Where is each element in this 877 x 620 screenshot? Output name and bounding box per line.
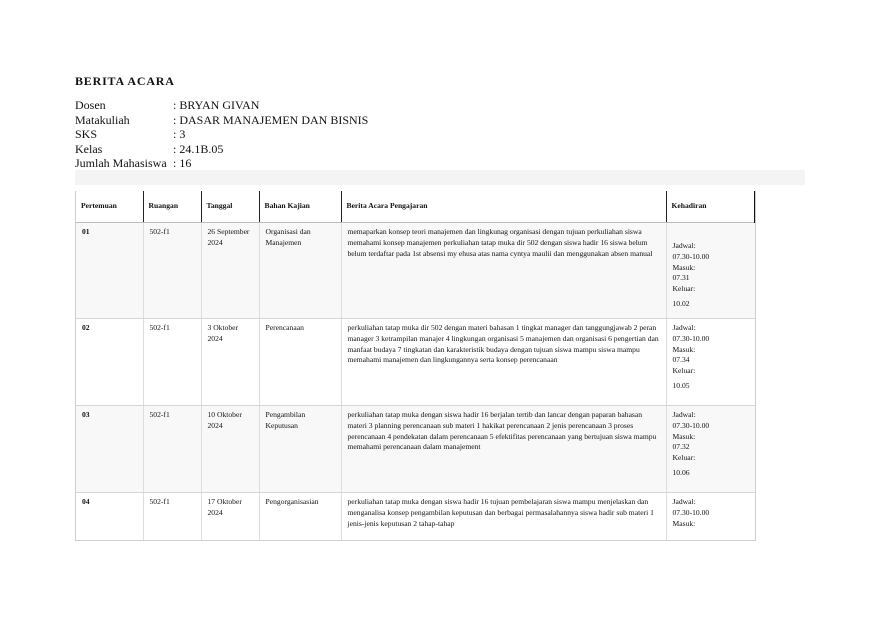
meta-row-kelas [75, 142, 368, 157]
jadwal-value: 07.30-10.00 [672, 507, 710, 517]
keluar-label: Keluar: [672, 284, 696, 294]
meta-value: : DASAR MANAJEMEN DAN BISNIS [173, 112, 369, 127]
meta-row-sks [75, 127, 368, 142]
cell-kehadiran [666, 223, 755, 319]
cell-tanggal: 17 Oktober 2024 [201, 493, 259, 542]
cell-pertemuan: 02 [76, 319, 143, 406]
jadwal-label: Jadwal: [672, 241, 696, 250]
cell-bahan-kajian: Pengorganisasian [259, 493, 341, 542]
cell-berita-acara: memaparkan konsep teori manajemen dan lingkunag organisasi dengan tujuan perkuliahan siswa memahami konsep manajemen perkuliahan tatap muka dir 502 dengan siswa hadir 16 siswa belum belum terdaftar pada 1st absensi my ehusa atas nama cyntya maulii dan menggunakan absen manual [341, 223, 666, 319]
masuk-label: Masuk: [672, 344, 696, 354]
header-tanggal: Tanggal [201, 191, 259, 223]
masuk-label: Masuk: [672, 262, 696, 272]
cell-ruangan: 502-f1 [143, 493, 201, 542]
attendance-table [76, 191, 756, 541]
cell-kehadiran [666, 406, 755, 493]
masuk-value: 07.34 [672, 355, 690, 365]
cell-ruangan: 502-f1 [143, 406, 201, 493]
jadwal-label: Jadwal: [672, 497, 696, 506]
meta-row-dosen [75, 98, 368, 113]
meta-key: Jumlah Mahasiswa [75, 156, 167, 171]
masuk-label: Masuk: [672, 431, 696, 441]
masuk-label: Masuk: [672, 518, 696, 528]
header-pertemuan: Pertemuan [76, 191, 143, 223]
cell-tanggal: 3 Oktober 2024 [201, 319, 259, 406]
header-kehadiran: Kehadiran [666, 191, 755, 223]
meta-key: Kelas [75, 141, 103, 156]
jadwal-value: 07.30-10.00 [672, 333, 710, 343]
meta-value: : BRYAN GIVAN [173, 98, 260, 112]
header-ruangan: Ruangan [143, 191, 201, 223]
table-row [76, 223, 755, 319]
jadwal-value: 07.30-10.00 [672, 420, 710, 430]
masuk-value: 07.32 [672, 442, 690, 452]
table-header-row [76, 191, 755, 223]
document-title: BERITA ACARA [75, 74, 175, 88]
meta-key: Dosen [75, 98, 106, 112]
cell-bahan-kajian: Pengambilan Keputusan [259, 406, 341, 493]
jadwal-value: 07.30-10.00 [672, 251, 710, 261]
meta-row-jumlah-mahasiswa [75, 156, 368, 171]
meta-key: SKS [75, 127, 98, 142]
header-separator-band [75, 170, 805, 185]
cell-pertemuan: 03 [76, 406, 143, 493]
cell-kehadiran [666, 319, 755, 406]
meta-block [75, 98, 368, 171]
meta-value: : 24.1B.05 [173, 141, 224, 156]
meta-value: : 16 [173, 156, 192, 171]
cell-berita-acara: perkuliahan tatap muka dir 502 dengan materi bahasan 1 tingkat manager dan tanggungjawab 2 peran manager 3 ketrampilan manajer 4 lingkungan organisasi 5 manajemen dan organisasi 6 pengertian dan manfaat budaya 7 tingkatan dan karakteristik budaya dengan tujuan siswa mampu siswa mampu memahami manajemen dan lingkungannya serta konsep perencanaan [341, 319, 666, 406]
keluar-value: 10.06 [672, 467, 690, 477]
keluar-value: 10.02 [672, 298, 690, 308]
keluar-value: 10.05 [672, 380, 690, 390]
cell-pertemuan: 04 [76, 493, 143, 542]
keluar-label: Keluar: [672, 366, 696, 376]
cell-tanggal: 26 September 2024 [201, 223, 259, 319]
cell-tanggal: 10 Oktober 2024 [201, 406, 259, 493]
meta-key: Matakuliah [75, 112, 130, 127]
cell-berita-acara: perkuliahan tatap muka dengan siswa hadir 16 berjalan tertib dan lancar dengan paparan bahasan materi 3 planning perencanaan sub materi 1 hakikat perencanaan 2 jenis perencanaan 3 proses perencanaan 4 pendekatan dalam perencanaan 5 efektifitas perencanaan yang bertujuan siswa mampu memahami perencanaan dalam manajement [341, 406, 666, 493]
masuk-value: 07.31 [672, 273, 690, 283]
table-row [76, 319, 755, 406]
cell-kehadiran [666, 493, 755, 542]
jadwal-label: Jadwal: [672, 410, 696, 419]
cell-ruangan: 502-f1 [143, 319, 201, 406]
cell-pertemuan: 01 [76, 223, 143, 319]
jadwal-label: Jadwal: [672, 323, 696, 332]
header-bahan-kajian: Bahan Kajian [259, 191, 341, 223]
table-row [76, 406, 755, 493]
keluar-label: Keluar: [672, 453, 696, 463]
header-berita-acara: Berita Acara Pengajaran [341, 191, 666, 223]
meta-row-matakuliah [75, 113, 368, 128]
cell-berita-acara: perkuliahan tatap muka dengan siswa hadir 16 tujuan pembelajaran siswa mampu menjelaskan dan menganalisa konsep pengambilan keputusan dan berbagai permasalahannya siswa hadir sub materi 1 jenis-jenis keputusan 2 tahap-tahap [341, 493, 666, 542]
cell-bahan-kajian: Perencanaan [259, 319, 341, 406]
cell-bahan-kajian: Organisasi dan Manajemen [259, 223, 341, 319]
meta-value: : 3 [173, 127, 186, 142]
table-row [76, 493, 755, 542]
cell-ruangan: 502-f1 [143, 223, 201, 319]
attendance-table-container [75, 191, 756, 541]
